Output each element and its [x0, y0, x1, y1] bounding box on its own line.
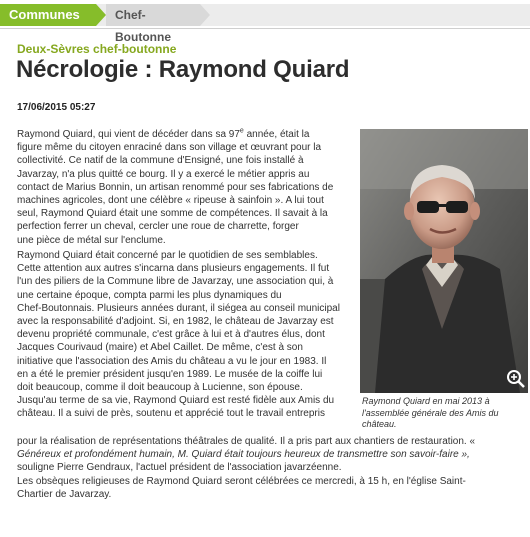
text-line: Généreux et profondément humain, M. Quiard était toujours heureux de transmettre son savoir-faire »,: [17, 449, 470, 461]
breadcrumb-arrow: [96, 4, 106, 26]
article-photo[interactable]: [360, 129, 528, 393]
breadcrumb-arrow: [200, 4, 210, 26]
breadcrumb: [0, 0, 530, 44]
text-line: Chartier de Javarzay.: [17, 488, 112, 500]
text-line: Chef-Boutonnais. Plusieurs années durant, il siégea au conseil municipal: [17, 302, 340, 314]
text-line: Raymond Quiard était concerné par le quotidien de ses semblables.: [17, 250, 318, 261]
text-line: collectivité. Ce natif de la commune d'Ensigné, une fois installé à: [17, 155, 304, 167]
text-line: en a été le premier président jusqu'en 1989. Le musée de la coiffe lui: [17, 368, 323, 380]
text-line: avec la responsabilité d'adjoint. Si, en 1982, le château de Javarzay est: [17, 316, 334, 328]
magnifier-plus-icon[interactable]: [506, 369, 526, 389]
text-line: l'un des piliers de la Commune libre de Javarzay, une association qui, à: [17, 276, 334, 288]
text-line: Javarzay, n'a plus quitté ce bourg. Il y a exercé le métier appris au: [17, 168, 310, 180]
text-line: Raymond Quiard, qui vient de décéder dans sa 97e année, était la: [17, 127, 310, 140]
text-line: pour la réalisation de représentations théâtrales de qualité. Il a pris part aux chantiers de restauration. «: [17, 436, 476, 447]
text-line: devenu propriété communale, c'est grâce à lui et à d'autres élus, dont: [17, 329, 325, 341]
text-line: une certaine époque, compta parmi les plus dynamiques du: [17, 289, 282, 301]
article-date: 17/06/2015 05:27: [17, 102, 96, 113]
text-line: château. Il a suivi de près, soutenu et apprécié tout le travail entrepris: [17, 408, 325, 420]
text-line: initiative que l'association des Amis du château a vu le jour en 1983. Il: [17, 355, 327, 367]
text-line: contact de Marius Bonnin, un artisan renommé pour ses fabrications de: [17, 181, 334, 193]
text-line: doit beaucoup, comme il doit beaucoup à Lucienne, son épouse.: [17, 382, 303, 394]
divider: [0, 28, 530, 29]
text-line: souligne Pierre Gendraux, l'actuel président de l'association javarzéenne.: [17, 462, 342, 474]
page-title: Nécrologie : Raymond Quiard: [16, 56, 350, 83]
text-line: Jacques Courivaud (maire) et Abel Caillet. De même, c'est à son: [17, 342, 303, 354]
article-paragraph-1: [17, 128, 357, 247]
text-line: seul, Raymond Quiard était une somme de compétences. Il savait à la: [17, 208, 328, 220]
text-line: Les obsèques religieuses de Raymond Quiard seront célébrées ce mercredi, à 15 h, en l'église Saint-: [17, 475, 466, 487]
text-line: Cette attention aux autres s'incarna dans plusieurs engagements. Il fut: [17, 263, 330, 275]
text-line: perfection ferrer un cheval, cercler une roue de charrette, forger: [17, 221, 299, 233]
text-line: machines agricoles, dont une célèbre « ripeuse à sainfoin ». A lui tout: [17, 195, 324, 207]
article-paragraph-2: [17, 249, 357, 421]
breadcrumb-communes-link[interactable]: Communes: [0, 4, 96, 26]
text-line: Jusqu'au terme de sa vie, Raymond Quiard est resté fidèle aux Amis du: [17, 395, 335, 407]
text-line: figure même du citoyen enraciné dans son village et œuvrant pour la: [17, 142, 322, 154]
portrait-image: [360, 129, 528, 393]
article-paragraph-2-continued: [17, 435, 522, 501]
text-line: une pièce de métal sur l'enclume.: [17, 234, 166, 246]
breadcrumb-commune-link[interactable]: Chef-Boutonne: [106, 4, 200, 26]
photo-caption: Raymond Quiard en mai 2013 à l'assemblée générale des Amis du château.: [362, 396, 499, 429]
article-kicker: Deux-Sèvres chef-boutonne: [17, 42, 177, 56]
